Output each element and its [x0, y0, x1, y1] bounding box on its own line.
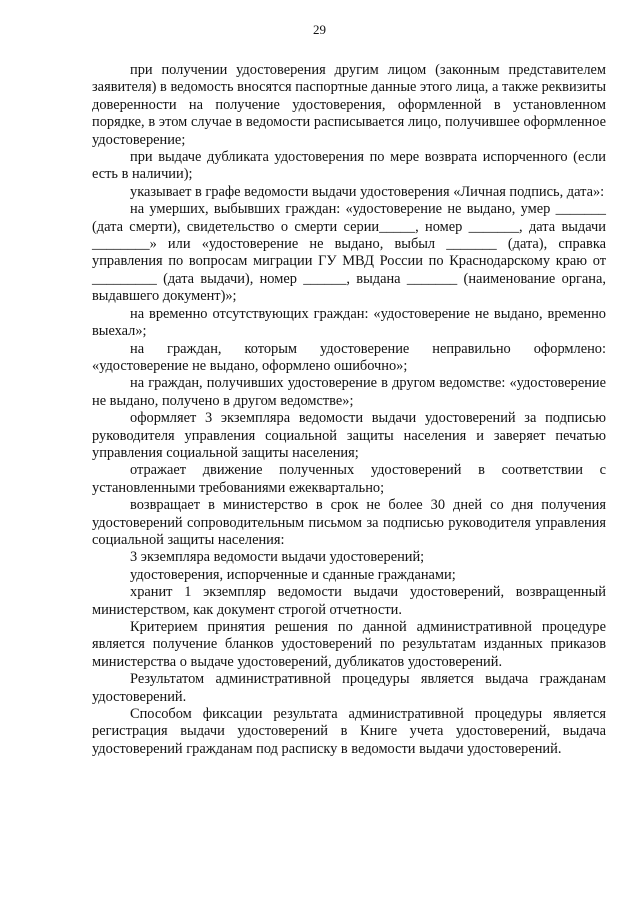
paragraph-result: Результатом административной процедуры является выдача гражданам удостоверений. — [92, 671, 606, 705]
paragraph-stores-copy: хранит 1 экземпляр ведомости выдачи удостоверений, возвращенный министерством, как документ строгой отчетности. — [92, 584, 606, 618]
paragraph-legal-representative: при получении удостоверения другим лицом (законным представителем заявителя) в ведомость вносятся паспортные данные этого лица, а также реквизиты доверенности на получение удостоверения, оформленной в установленном порядке, в этом случае в ведомости расписывается лицо, получившее оформленное удостоверение; — [92, 62, 606, 148]
paragraph-list-item-copies: 3 экземпляра ведомости выдачи удостоверений; — [130, 549, 425, 566]
paragraph-three-copies: оформляет 3 экземпляра ведомости выдачи удостоверений за подписью руководителя управления социальной защиты населения и заверяет печатью управления социальной защиты населения; — [92, 410, 606, 461]
paragraph-temporarily-absent: на временно отсутствующих граждан: «удостоверение не выдано, временно выехал»; — [92, 305, 606, 340]
page-number: 29 — [313, 22, 326, 37]
paragraph-list-item-spoiled: удостоверения, испорченные и сданные гражданами; — [130, 566, 456, 583]
paragraph-decision-criterion: Критерием принятия решения по данной административной процедуре является получение бланков удостоверений по результатам изданных приказов министерства о выдаче удостоверений, дубликатов удостоверений. — [92, 619, 606, 670]
paragraph-fixation-method: Способом фиксации результата административной процедуры является регистрация выдачи удостоверений в Книге учета удостоверений, выдача удостоверений гражданам под расписку в ведомости выдачи удостоверений. — [92, 706, 606, 757]
paragraph-deceased-departed: на умерших, выбывших граждан: «удостоверение не выдано, умер _______ (дата смерти), свидетельство о смерти серии_____, номер _______, дата выдачи ________» или «удостоверение не выдано, выбыл _______ (дата), справка управления по вопросам миграции ГУ МВД России по Краснодарскому краю от _________ (дата выдачи), номер ______, выдана _______ (наименование органа, выдавшего документ)»; — [92, 201, 606, 305]
paragraph-duplicate: при выдаче дубликата удостоверения по мере возврата испорченного (если есть в наличии); — [92, 149, 606, 183]
paragraph-quarterly-movement: отражает движение полученных удостоверений в соответствии с установленными требованиями ежеквартально; — [92, 462, 606, 496]
document-body — [92, 62, 606, 758]
paragraph-return-to-ministry: возвращает в министерство в срок не более 30 дней со дня получения удостоверений сопроводительным письмом за подписью руководителя управления социальной защиты населения: — [92, 497, 606, 548]
paragraph-other-department: на граждан, получивших удостоверение в другом ведомстве: «удостоверение не выдано, получено в другом ведомстве»; — [92, 375, 606, 409]
paragraph-signature-column: указывает в графе ведомости выдачи удостоверения «Личная подпись, дата»: — [130, 183, 605, 200]
paragraph-incorrectly-issued: на граждан, которым удостоверение неправильно оформлено: «удостоверение не выдано, оформлено ошибочно»; — [92, 340, 606, 374]
